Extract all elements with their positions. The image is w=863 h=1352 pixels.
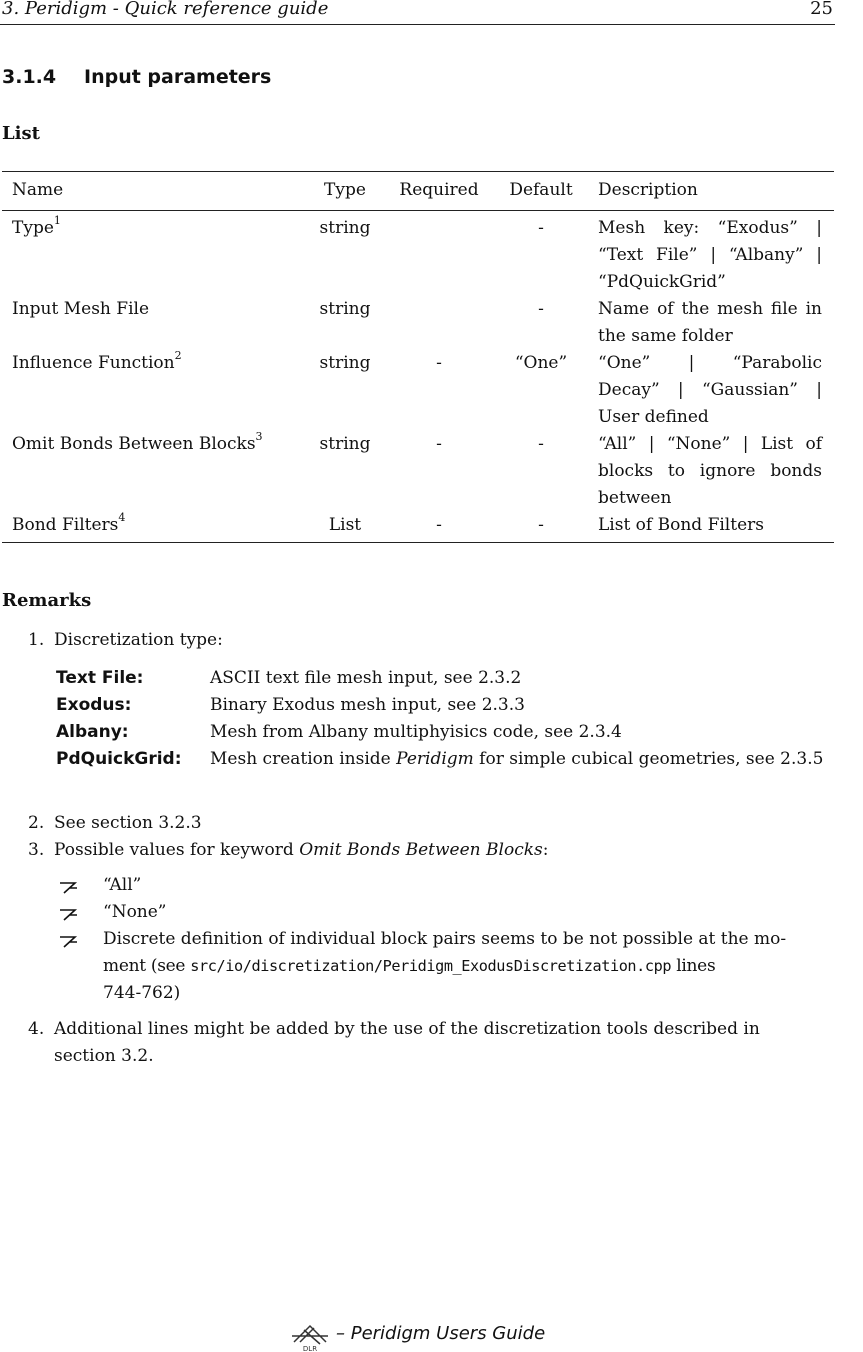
header-description: Description — [598, 180, 698, 200]
list-title: List — [2, 123, 40, 144]
param-type: string — [319, 434, 371, 454]
remark-item: 3. Possible values for keyword Omit Bonds Between Blocks: — [28, 840, 549, 860]
definition-description: Mesh creation inside Peridigm for simple cubical geometries, see 2.3.5 — [210, 749, 824, 769]
param-name: Input Mesh File — [12, 299, 150, 319]
bullet-item-continuation: 744-762) — [103, 983, 181, 1003]
header-name: Name — [12, 180, 64, 200]
arrow-bullet-icon — [58, 881, 78, 895]
page-number: 25 — [810, 0, 833, 19]
param-required: - — [436, 434, 442, 454]
param-description: Name of the mesh file in the same folder — [598, 299, 822, 346]
footnote-marker: 2 — [174, 349, 182, 363]
table-row — [2, 211, 834, 292]
header-title: 3. Peridigm - Quick reference guide — [2, 0, 329, 19]
dlr-logo-icon — [290, 1320, 332, 1352]
definition-term: Text File: — [56, 668, 144, 688]
page-footer — [290, 1320, 590, 1352]
param-type: string — [319, 299, 371, 319]
footnote-marker: 3 — [255, 430, 263, 444]
section-number: 3.1.4 — [2, 66, 57, 88]
source-file-path: src/io/discretization/Peridigm_ExodusDiscretization.cpp — [190, 957, 672, 975]
param-name: Bond Filters$^4$ — [12, 511, 126, 535]
footnote-marker: 1 — [53, 214, 61, 228]
header-default: Default — [509, 180, 573, 200]
param-required: - — [436, 353, 442, 373]
arrow-bullet-icon — [58, 935, 78, 949]
definition-term: Albany: — [56, 722, 129, 742]
param-type: string — [319, 218, 371, 238]
param-default: - — [538, 218, 544, 238]
definition-term: PdQuickGrid: — [56, 749, 182, 769]
param-description: List of Bond Filters — [598, 515, 764, 535]
header-type: Type — [324, 180, 366, 200]
definition-description: Binary Exodus mesh input, see 2.3.3 — [210, 695, 525, 715]
bullet-item: “All” — [103, 875, 142, 895]
param-description: Mesh key: “Exodus” | “Text File” | “Albany” | “PdQuickGrid” — [598, 218, 822, 292]
param-required: - — [436, 515, 442, 535]
footnote-marker: 4 — [118, 511, 126, 525]
remark-item: 1. Discretization type: — [28, 630, 223, 650]
remark-item-continuation: section 3.2. — [54, 1046, 154, 1066]
bullet-item: Discrete definition of individual block pairs seems to be not possible at the mo- — [103, 929, 787, 949]
section-title: Input parameters — [84, 66, 272, 88]
remarks-title: Remarks — [2, 590, 92, 611]
table-row — [2, 346, 834, 427]
parameter-table — [2, 171, 834, 543]
dlr-logo-label: DLR — [302, 1345, 318, 1352]
param-name: Type$^1$ — [12, 214, 61, 238]
running-header — [0, 0, 835, 25]
table-row — [2, 292, 834, 346]
param-description: “One” | “Parabolic Decay” | “Gaussian” | User defined — [598, 353, 822, 427]
footer-text: – Peridigm Users Guide — [336, 1323, 546, 1344]
definition-description: ASCII text file mesh input, see 2.3.2 — [210, 668, 522, 688]
param-description: “All” | “None” | List of blocks to ignore bonds between — [598, 434, 822, 508]
definition-term: Exodus: — [56, 695, 132, 715]
table-header-row — [2, 172, 834, 211]
param-type: List — [328, 515, 362, 535]
table-row — [2, 508, 834, 542]
param-type: string — [319, 353, 371, 373]
param-default: “One” — [514, 353, 568, 373]
bullet-item-continuation: ment (see src/io/discretization/Peridigm_ExodusDiscretization.cpp lines — [103, 956, 716, 976]
bullet-item: “None” — [103, 902, 167, 922]
definition-description: Mesh from Albany multiphyisics code, see 2.3.4 — [210, 722, 622, 742]
section-heading — [2, 66, 271, 88]
arrow-bullet-icon — [58, 908, 78, 922]
remark-item: 4. Additional lines might be added by the use of the discretization tools described in — [28, 1019, 760, 1039]
param-default: - — [538, 434, 544, 454]
remark-item: 2. See section 3.2.3 — [28, 813, 202, 833]
param-name: Omit Bonds Between Blocks$^3$ — [12, 430, 263, 454]
param-default: - — [538, 515, 544, 535]
table-row — [2, 427, 834, 508]
header-required: Required — [399, 180, 479, 200]
param-name: Influence Function$^2$ — [12, 349, 182, 373]
param-default: - — [538, 299, 544, 319]
